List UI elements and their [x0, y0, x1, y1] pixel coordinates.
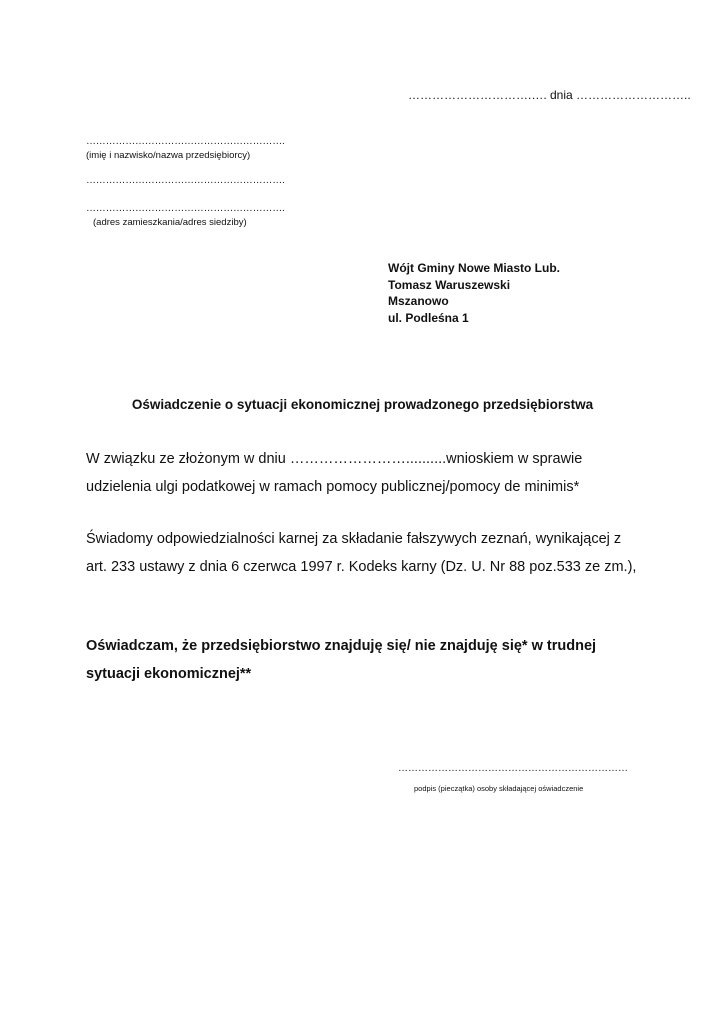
document-title: Oświadczenie o sytuacji ekonomicznej prowadzonego przedsiębiorstwa [131, 397, 594, 412]
signature-caption: podpis (pieczątka) osoby składającej oświadczenie [414, 784, 584, 793]
addressee-block [388, 260, 560, 326]
paragraph-declaration: Oświadczam, że przedsiębiorstwo znajduję się/ nie znajduję się* w trudnej sytuacji ekonomicznej** [86, 638, 597, 682]
address-dots-1: ……………………………………………………. [86, 175, 285, 186]
addressee-line-4: ul. Podleśna 1 [388, 310, 469, 325]
date-line: ………………………….…. dnia ……………………….. [408, 88, 691, 102]
signature-dots: …………………………………………………………… [398, 763, 628, 774]
name-dots: ……………………………………………………. [86, 136, 285, 147]
paragraph-application: W związku ze złożonym w dniu ……………………..........wnioskiem w sprawie udzielenia ulgi podatkowej w ramach pomocy publicznej/pomocy de minimis* [86, 451, 583, 495]
address-caption: (adres zamieszkania/adres siedziby) [93, 217, 247, 228]
address-dots-2: ……………………………………………………. [86, 203, 285, 214]
addressee-line-3: Mszanowo [388, 294, 449, 308]
addressee-line-2: Tomasz Waruszewski [388, 277, 511, 292]
paragraph-liability: Świadomy odpowiedzialności karnej za składanie fałszywych zeznań, wynikającej z art. 233 ustawy z dnia 6 czerwca 1997 r. Kodeks karny (Dz. U. Nr 88 poz.533 ze zm.), [86, 531, 637, 575]
addressee-line-1: Wójt Gminy Nowe Miasto Lub. [388, 261, 560, 275]
name-caption: (imię i nazwisko/nazwa przedsiębiorcy) [86, 150, 251, 161]
